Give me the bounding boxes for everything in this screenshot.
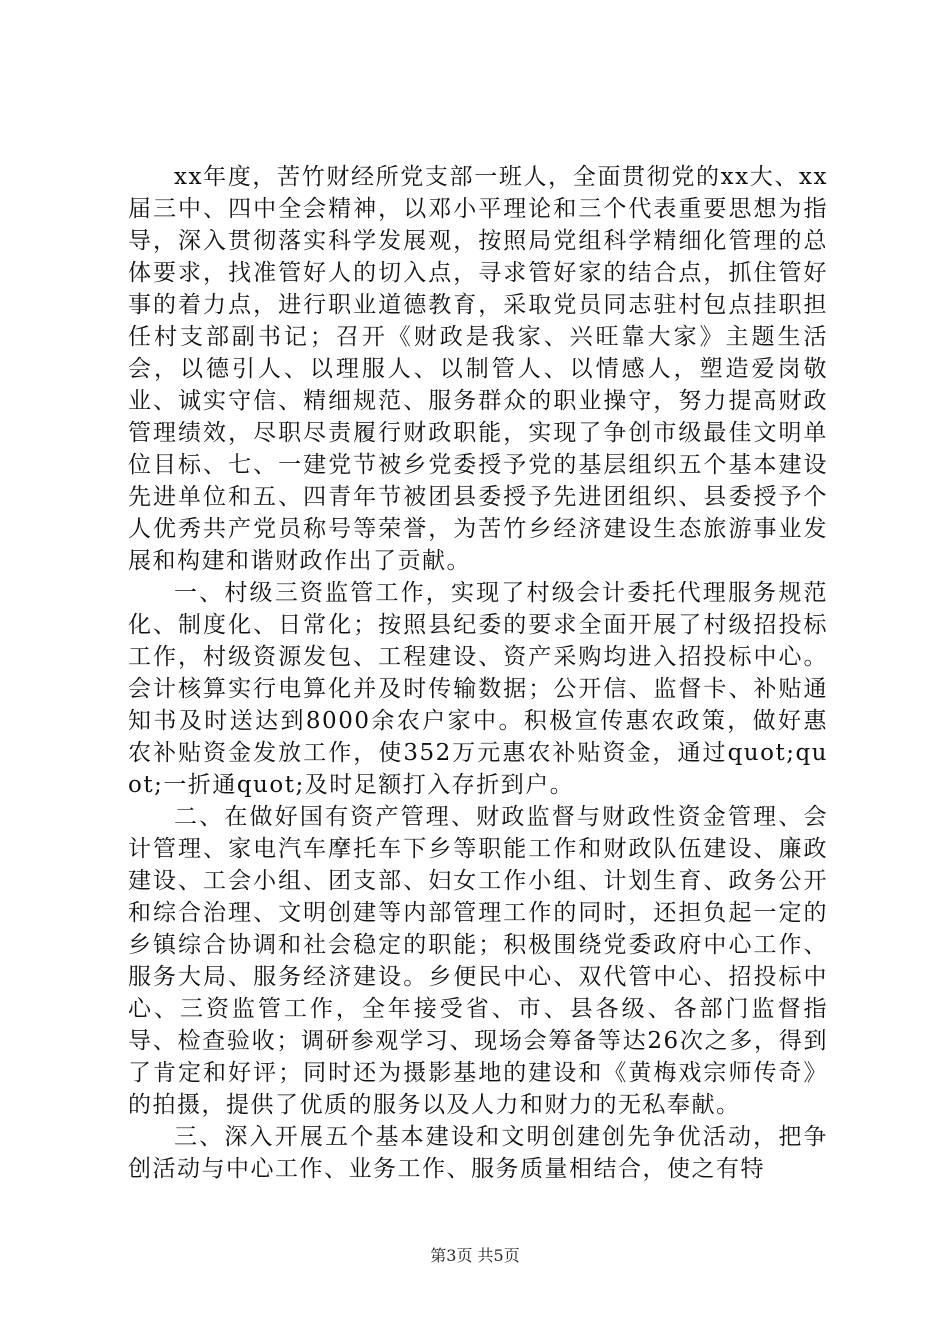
page-number: 第3页 共5页 [430, 1246, 520, 1265]
paragraph-section-three: 三、深入开展五个基本建设和文明创建创先争优活动，把争创活动与中心工作、业务工作、服务质量相结合，使之有特 [128, 1124, 828, 1182]
paragraph-section-two: 二、在做好国有资产管理、财政监督与财政性资金管理、会计管理、家电汽车摩托车下乡等职能工作和财政队伍建设、廉政建设、工会小组、团支部、妇女工作小组、计划生育、政务公开和综合治理、文明创建等内部管理工作的同时，还担负起一定的乡镇综合协调和社会稳定的职能；积极围绕党委政府中心工作、服务大局、服务经济建设。乡便民中心、双代管中心、招投标中心、三资监管工作，全年接受省、市、县各级、各部门监督指导、检查验收；调研参观学习、现场会筹备等达26次之多，得到了肯定和好评；同时还为摄影基地的建设和《黄梅戏宗师传奇》的拍摄，提供了优质的服务以及人力和财力的无私奉献。 [128, 804, 828, 1118]
document-body [128, 161, 828, 1185]
paragraph-summary: xx年度，苦竹财经所党支部一班人，全面贯彻党的xx大、xx届三中、四中全会精神，以邓小平理论和三个代表重要思想为指导，深入贯彻落实科学发展观，按照局党组科学精细化管理的总体要求，找准管好人的切入点，寻求管好家的结合点，抓住管好事的着力点，进行职业道德教育，采取党员同志驻村包点挂职担任村支部副书记；召开《财政是我家、兴旺靠大家》主题生活会，以德引人、以理服人、以制管人、以情感人，塑造爱岗敬业、诚实守信、精细规范、服务群众的职业操守，努力提高财政管理绩效，尽职尽责履行财政职能，实现了争创市级最佳文明单位目标、七、一建党节被乡党委授予党的基层组织五个基本建设先进单位和五、四青年节被团县委授予先进团组织、县委授予个人优秀共产党员称号等荣誉，为苦竹乡经济建设生态旅游事业发展和构建和谐财政作出了贡献。 [128, 164, 828, 574]
paragraph-section-one: 一、村级三资监管工作，实现了村级会计委托代理服务规范化、制度化、日常化；按照县纪委的要求全面开展了村级招投标工作，村级资源发包、工程建设、资产采购均进入招投标中心。会计核算实行电算化并及时传输数据；公开信、监督卡、补贴通知书及时送达到8000余农户家中。积极宣传惠农政策，做好惠农补贴资金发放工作，使352万元惠农补贴资金，通过quot;quot;一折通quot;及时足额打入存折到户。 [128, 580, 828, 798]
